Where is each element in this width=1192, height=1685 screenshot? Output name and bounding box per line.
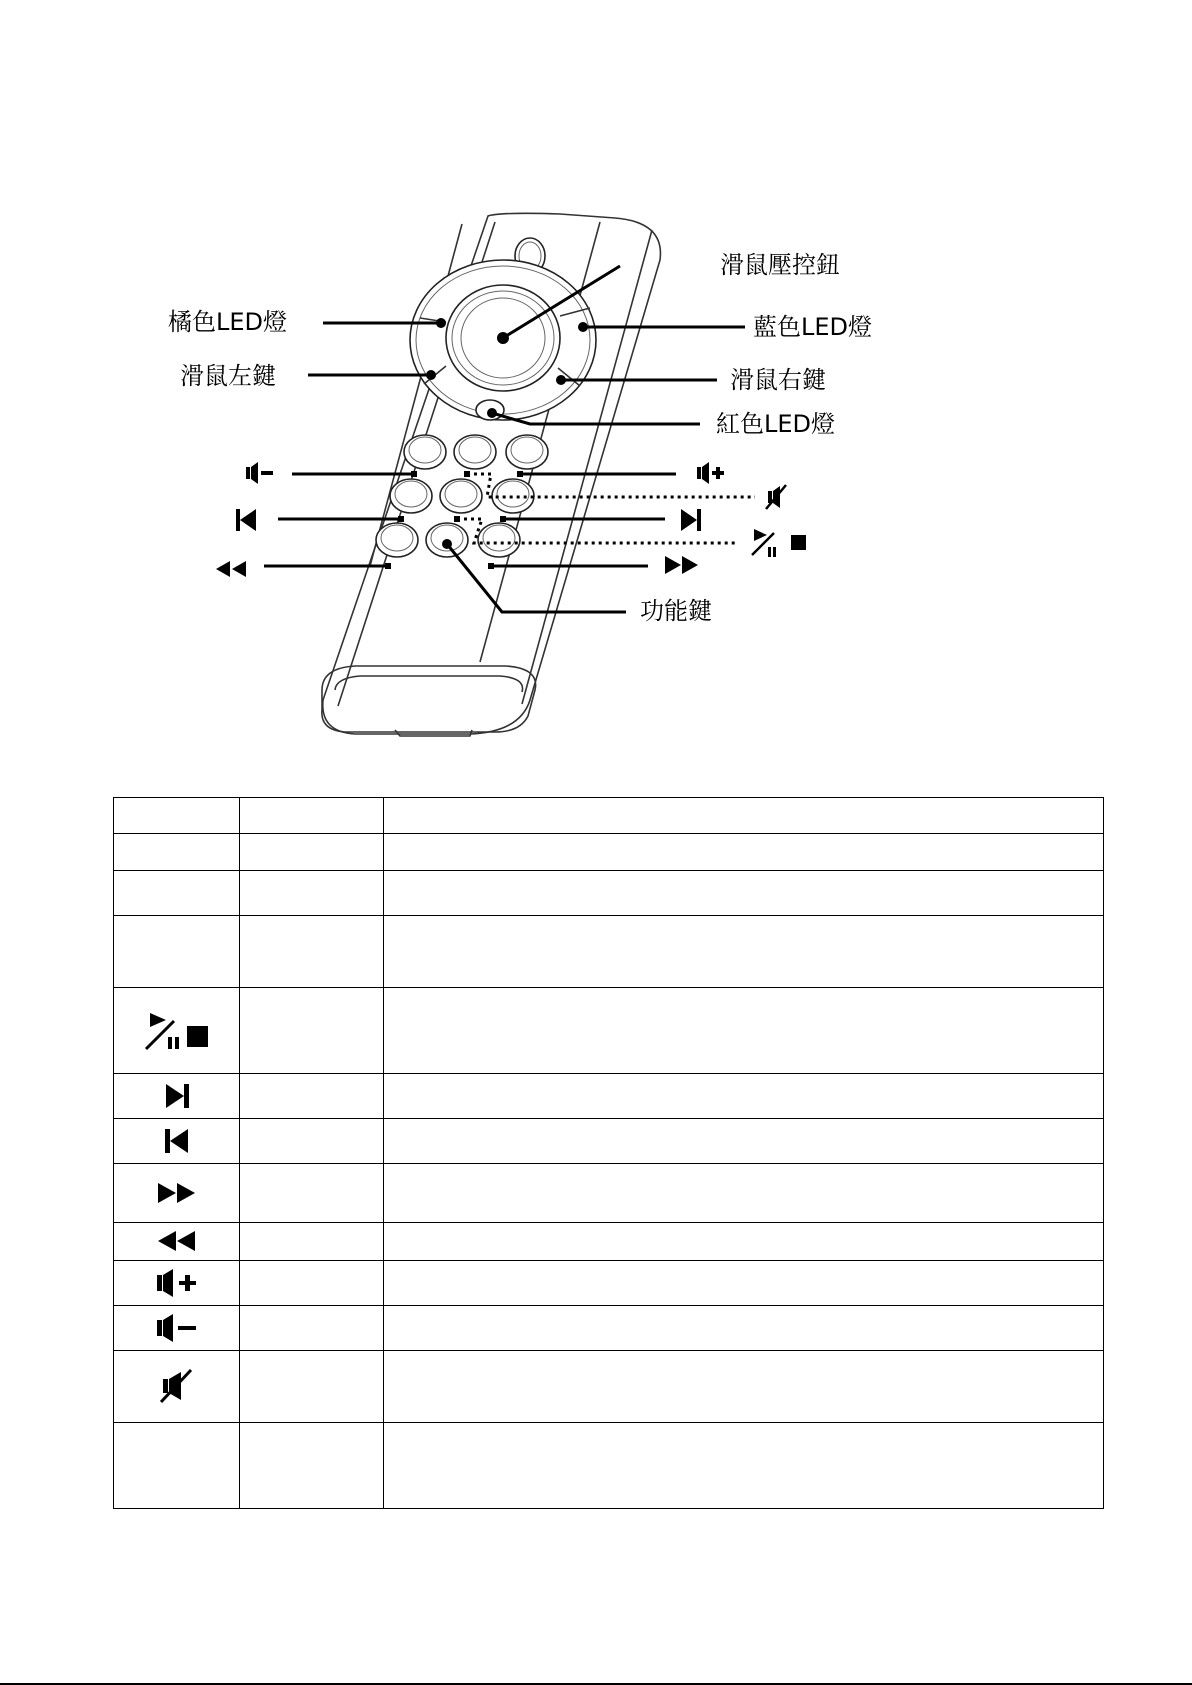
table-cell-icon [114, 1074, 240, 1119]
volume-down-button[interactable] [404, 435, 446, 469]
rewind-icon [157, 1229, 197, 1253]
table-cell-name [240, 834, 384, 871]
table-cell-icon [114, 834, 240, 871]
table-cell-name [240, 1164, 384, 1222]
table-cell-description [384, 798, 1104, 834]
fast-forward-button[interactable] [478, 523, 520, 557]
table-cell-name [240, 916, 384, 988]
label-mouse-right-button: 滑鼠右鍵 [730, 366, 826, 394]
table-row [114, 988, 1104, 1074]
table-cell-name [240, 871, 384, 916]
remote-control-diagram [0, 0, 1192, 760]
volume-down-icon [246, 462, 273, 484]
table-cell-icon [114, 798, 240, 834]
volume-up-icon [697, 462, 724, 484]
mute-icon [157, 1366, 197, 1406]
next-track-button[interactable] [440, 479, 482, 513]
table-cell-name [240, 1422, 384, 1508]
table-cell-description [384, 1422, 1104, 1508]
table-cell-name [240, 1074, 384, 1119]
table-cell-name [240, 1305, 384, 1350]
volume-up-button[interactable] [454, 435, 496, 469]
next-track-icon [162, 1081, 192, 1111]
table-row [114, 1074, 1104, 1119]
table-row [114, 1305, 1104, 1350]
table-cell-icon [114, 988, 240, 1074]
table-row [114, 871, 1104, 916]
table-cell-description [384, 1074, 1104, 1119]
table-row [114, 1222, 1104, 1260]
table-cell-description [384, 1119, 1104, 1164]
label-mouse-pressure-knob: 滑鼠壓控鈕 [720, 251, 840, 279]
rewind-button[interactable] [376, 523, 418, 557]
table-cell-description [384, 988, 1104, 1074]
table-cell-icon [114, 1164, 240, 1222]
rewind-icon [216, 561, 246, 577]
table-row [114, 1260, 1104, 1305]
table-cell-icon [114, 1422, 240, 1508]
label-function-key: 功能鍵 [640, 597, 712, 625]
table-cell-name [240, 1260, 384, 1305]
table-cell-name [240, 1350, 384, 1422]
volume-up-icon [155, 1267, 199, 1299]
table-cell-name [240, 798, 384, 834]
table-cell-name [240, 1119, 384, 1164]
table-cell-name [240, 988, 384, 1074]
table-cell-description [384, 916, 1104, 988]
table-cell-description [384, 1260, 1104, 1305]
previous-track-button[interactable] [390, 479, 432, 513]
table-cell-description [384, 834, 1104, 871]
table-row [114, 1119, 1104, 1164]
table-row [114, 1350, 1104, 1422]
function-table [113, 797, 1104, 1509]
play-pause-stop-icon [142, 1009, 212, 1053]
table-row [114, 916, 1104, 988]
table-row [114, 834, 1104, 871]
label-red-led: 紅色LED燈 [716, 410, 836, 438]
table-cell-icon [114, 1305, 240, 1350]
table-row [114, 798, 1104, 834]
previous-track-icon [236, 509, 256, 531]
table-cell-icon [114, 1260, 240, 1305]
mute-icon [766, 485, 786, 509]
label-orange-led: 橘色LED燈 [168, 308, 288, 336]
table-row [114, 1422, 1104, 1508]
button-grid [376, 435, 548, 557]
label-mouse-left-button: 滑鼠左鍵 [180, 362, 276, 390]
table-cell-icon [114, 1222, 240, 1260]
table-cell-description [384, 1164, 1104, 1222]
table-cell-icon [114, 916, 240, 988]
table-cell-description [384, 871, 1104, 916]
table-cell-icon [114, 871, 240, 916]
table-cell-icon [114, 1350, 240, 1422]
label-blue-led: 藍色LED燈 [753, 313, 873, 341]
mute-button[interactable] [506, 435, 548, 469]
table-row [114, 1164, 1104, 1222]
play-pause-stop-icon [752, 529, 806, 557]
fast-forward-icon [665, 556, 698, 574]
fast-forward-icon [157, 1181, 197, 1205]
table-cell-icon [114, 1119, 240, 1164]
table-cell-description [384, 1222, 1104, 1260]
table-cell-description [384, 1350, 1104, 1422]
table-cell-description [384, 1305, 1104, 1350]
previous-track-icon [162, 1126, 192, 1156]
table-cell-name [240, 1222, 384, 1260]
volume-down-icon [155, 1312, 199, 1344]
next-track-icon [681, 509, 701, 531]
